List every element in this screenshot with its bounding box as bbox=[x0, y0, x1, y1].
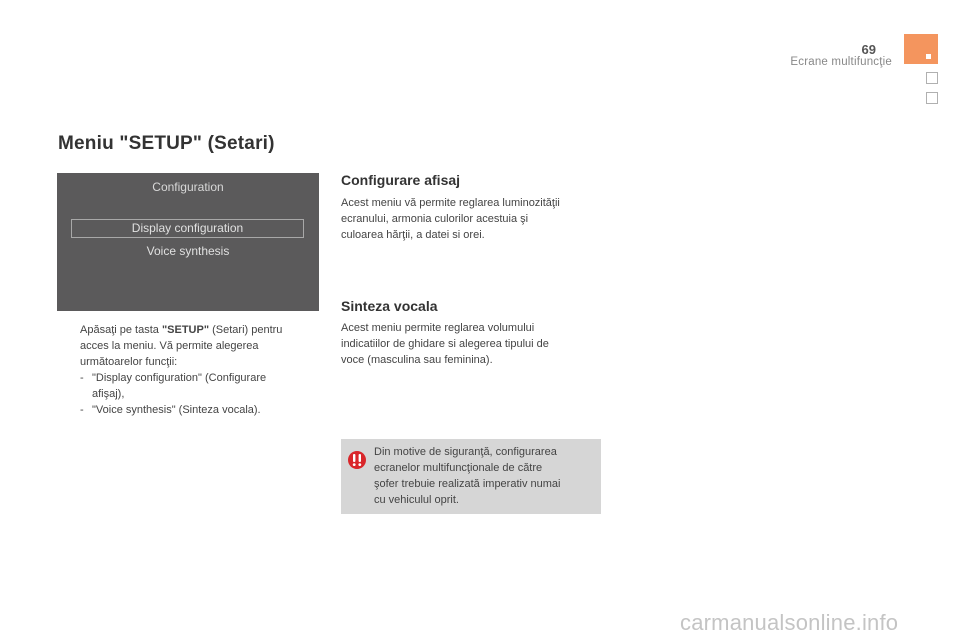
synth-section-heading: Sinteza vocala bbox=[341, 298, 438, 314]
display-screen-illustration bbox=[57, 173, 319, 311]
screen-menu-title: Configuration bbox=[152, 180, 224, 194]
dash-bullet: - bbox=[80, 404, 84, 416]
warning-line: ecranelor multifuncţionale de către bbox=[374, 462, 543, 474]
instruction-text: următoarelor funcţii: bbox=[80, 356, 178, 368]
page-number: 69 bbox=[861, 42, 876, 57]
pointer-bullet-icon bbox=[58, 322, 80, 338]
list-item-continued: afişaj), bbox=[92, 388, 125, 400]
warning-text bbox=[374, 444, 594, 508]
setup-key-label: "SETUP" bbox=[161, 324, 210, 336]
warning-line: Din motive de siguranţă, configurarea bbox=[374, 446, 557, 458]
chapter-tab-box bbox=[926, 92, 938, 104]
chapter-tab-box bbox=[926, 72, 938, 84]
section-title: Ecrane multifuncţie bbox=[790, 56, 892, 68]
list-item: "Voice synthesis" (Sinteza vocala). bbox=[92, 404, 261, 416]
dash-bullet: - bbox=[80, 372, 84, 384]
paragraph-line: Acest meniu vă permite reglarea luminozităţii bbox=[341, 197, 560, 209]
paragraph-line: voce (masculina sau feminina). bbox=[341, 354, 493, 366]
section-accent-tab bbox=[904, 34, 938, 64]
screen-option-display-configuration: Display configuration bbox=[71, 219, 304, 238]
paragraph-line: ecranului, armonia culorilor acestuia şi bbox=[341, 213, 529, 225]
watermark-text: carmanualsonline.info bbox=[680, 610, 899, 635]
paragraph-line: indicatiilor de ghidare si alegerea tipului de bbox=[341, 338, 549, 350]
main-heading: Meniu "SETUP" (Setari) bbox=[58, 133, 275, 154]
warning-exclamation-icon bbox=[347, 450, 367, 470]
config-section-heading: Configurare afisaj bbox=[341, 172, 461, 188]
synth-section-paragraph bbox=[341, 320, 601, 368]
instruction-block bbox=[58, 322, 320, 418]
instruction-text: (Setari) pentru bbox=[209, 324, 283, 336]
instruction-text: acces la meniu. Vă permite alegerea bbox=[80, 340, 259, 352]
accent-square-icon bbox=[926, 54, 931, 59]
config-section-paragraph bbox=[341, 195, 601, 243]
paragraph-line: Acest meniu permite reglarea volumului bbox=[341, 322, 535, 334]
safety-warning-box bbox=[341, 439, 601, 514]
screen-option-voice-synthesis: Voice synthesis bbox=[146, 244, 230, 258]
warning-line: cu vehiculul oprit. bbox=[374, 494, 459, 506]
paragraph-line: culoarea hărţii, a datei si orei. bbox=[341, 229, 485, 241]
warning-line: şofer trebuie realizată imperativ numai bbox=[374, 478, 561, 490]
list-item: "Display configuration" (Configurare bbox=[92, 372, 267, 384]
instruction-text: Apăsaţi pe tasta bbox=[80, 324, 162, 336]
